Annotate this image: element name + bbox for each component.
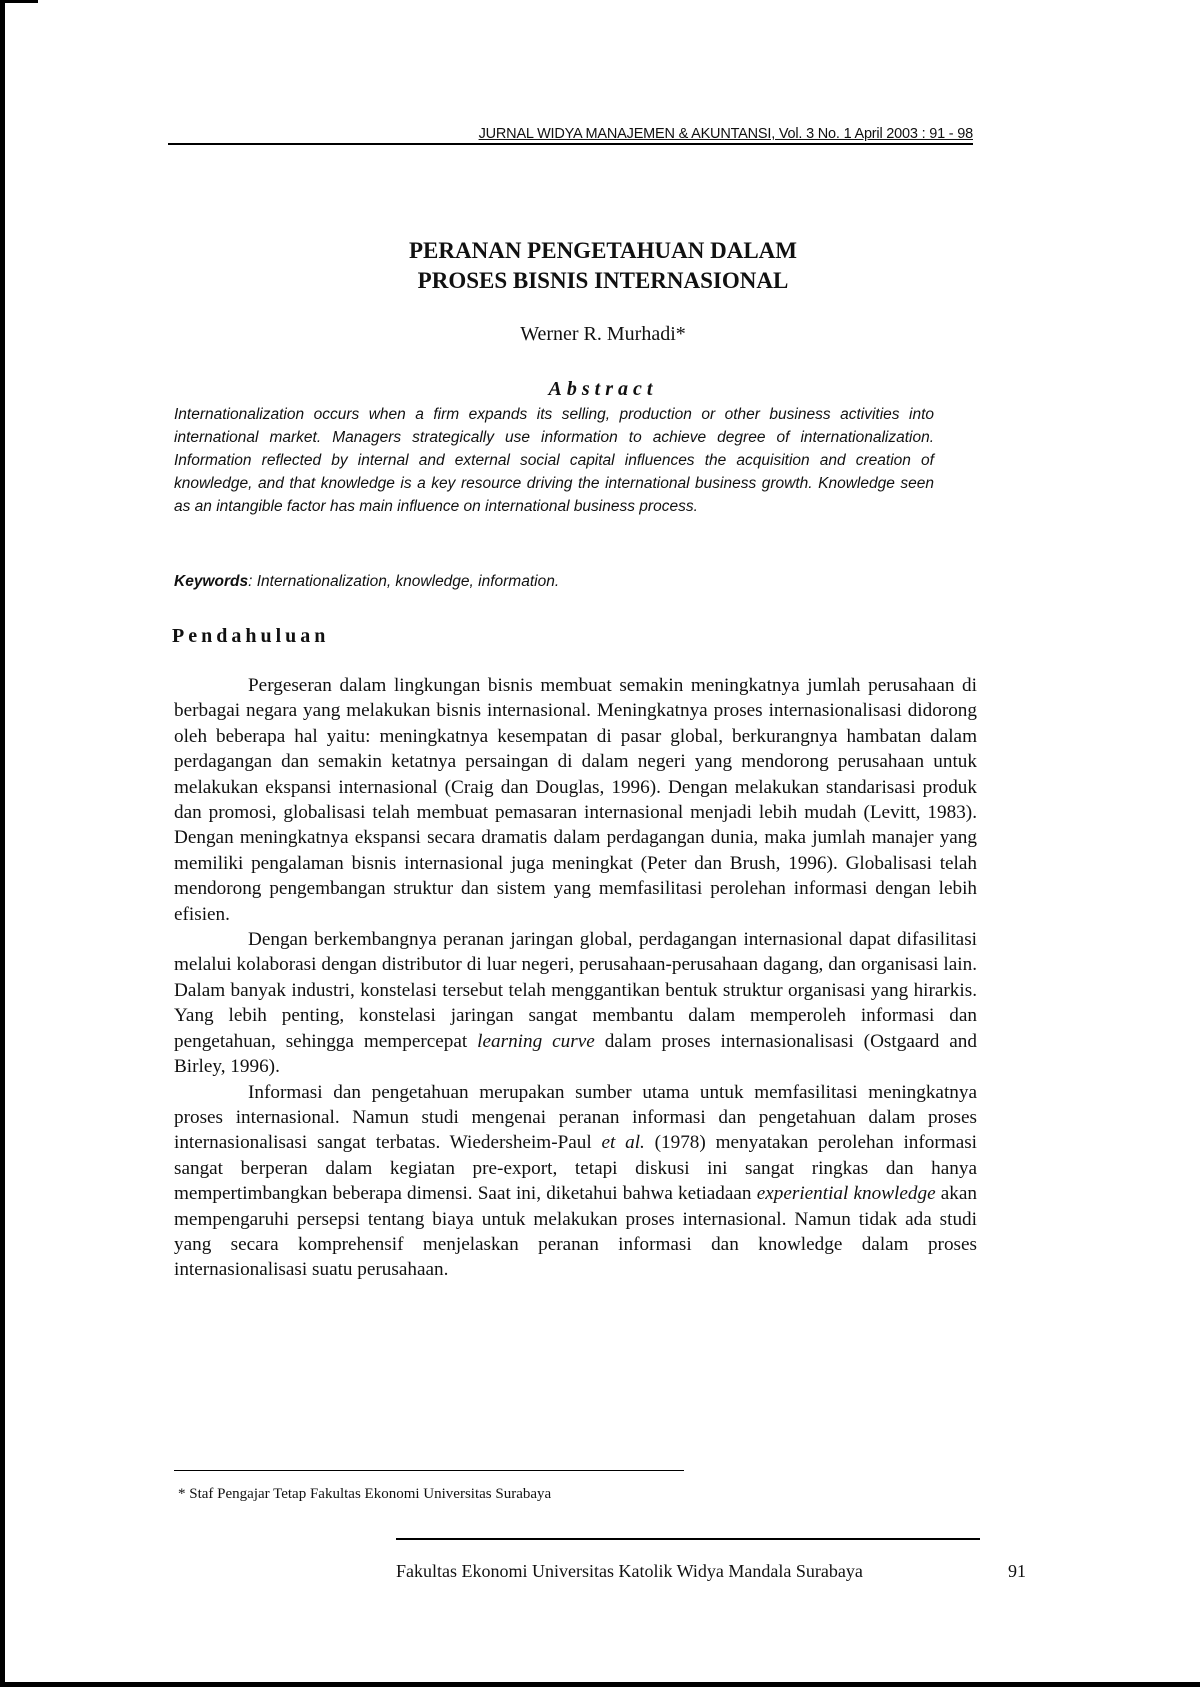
running-head: JURNAL WIDYA MANAJEMEN & AKUNTANSI, Vol. 3 No. 1 April 2003 : 91 - 98 [168,126,973,145]
emphasis-term: learning curve [477,1030,595,1052]
keywords [174,573,934,591]
title-line-1: PERANAN PENGETAHUAN DALAM [408,238,797,263]
footnote: * Staf Pengajar Tetap Fakultas Ekonomi Universitas Surabaya [178,1486,552,1502]
title-line-2: PROSES BISNIS INTERNASIONAL [417,268,789,293]
emphasis-term: experiential knowledge [756,1183,936,1205]
author-name: Werner R. Murhadi* [520,323,686,345]
footer-institution: Fakultas Ekonomi Universitas Katolik Widya Mandala Surabaya [396,1561,863,1581]
scan-border-left [0,0,5,1687]
body-text [174,673,977,1283]
page-footer [396,1561,1026,1582]
scan-border-bottom [0,1682,1200,1687]
keywords-label: Keywords [174,573,249,590]
emphasis-term: et al. [601,1132,645,1154]
abstract-text: Internationalization occurs when a firm expands its selling, production or other business activities into international market. Managers strategically use information to achieve degree of internationalization. Information reflected by internal and external social capital influences the acquisition and creation of knowledge, and that knowledge is a key resource driving the international business growth. Knowledge seen as an intangible factor has main influence on international business process. [174,406,934,515]
paragraph-3: Informasi dan pengetahuan merupakan sumber utama untuk memfasilitasi meningkatnya proses internasional. Namun studi mengenai peranan informasi dan pengetahuan dalam proses internasionalisasi sangat terbatas. Wiedersheim-Paul et al. (1978) menyatakan perolehan informasi sangat berperan dalam kegiatan pre-export, tetapi diskusi ini sangat ringkas dan hanya mempertimbangkan beberapa dimensi. Saat ini, diketahui bahwa ketiadaan experiential knowledge akan mempengaruhi persepsi tentang biaya untuk melakukan proses internasional. Namun tidak ada studi yang secara komprehensif menjelaskan peranan informasi dan knowledge dalam proses internasionalisasi suatu perusahaan. [174,1081,978,1281]
paragraph-2: Dengan berkembangnya peranan jaringan global, perdagangan internasional dapat difasilitasi melalui kolaborasi dengan distributor di luar negeri, perusahaan-perusahaan dagang, dan organisasi lain. Dalam banyak industri, konstelasi tersebut telah menggantikan bentuk struktur organisasi yang hirarkis. Yang lebih penting, konstelasi jaringan sangat membantu dalam memperoleh informasi dan pengetahuan, sehingga mempercepat learning curve dalam proses internasionalisasi (Ostgaard and Birley, 1996). [174,929,977,1078]
keywords-text: : Internationalization, knowledge, information. [248,573,560,590]
paragraph-1: Pergeseran dalam lingkungan bisnis membuat semakin meningkatnya jumlah perusahaan di berbagai negara yang melakukan bisnis internasional. Meningkatnya proses internasionalisasi didorong oleh beberapa hal yaitu: meningkatnya kesempatan di pasar global, berkurangnya hambatan dalam perdagangan dan semakin ketatnya persaingan di dalam negeri yang mendorong perusahaan untuk melakukan ekspansi internasional (Craig dan Douglas, 1996). Dengan melakukan standarisasi produk dan promosi, globalisasi telah membuat pemasaran internasional menjadi lebih mudah (Levitt, 1983). Dengan meningkatnya ekspansi secara dramatis dalam perdagangan dunia, maka jumlah manajer yang memiliki pengalaman bisnis internasional juga meningkat (Peter dan Brush, 1996). Globalisasi telah mendorong pengembangan struktur dan sistem yang memfasilitasi perolehan informasi dengan lebih efisien. [174,675,977,925]
footer-divider [396,1538,980,1540]
footnote-divider [174,1470,684,1471]
section-heading: Pendahuluan [172,625,330,647]
page-number: 91 [1008,1561,1026,1581]
scan-mark-top [0,0,38,3]
article-title [168,236,1038,296]
abstract-heading: Abstract [548,378,658,400]
